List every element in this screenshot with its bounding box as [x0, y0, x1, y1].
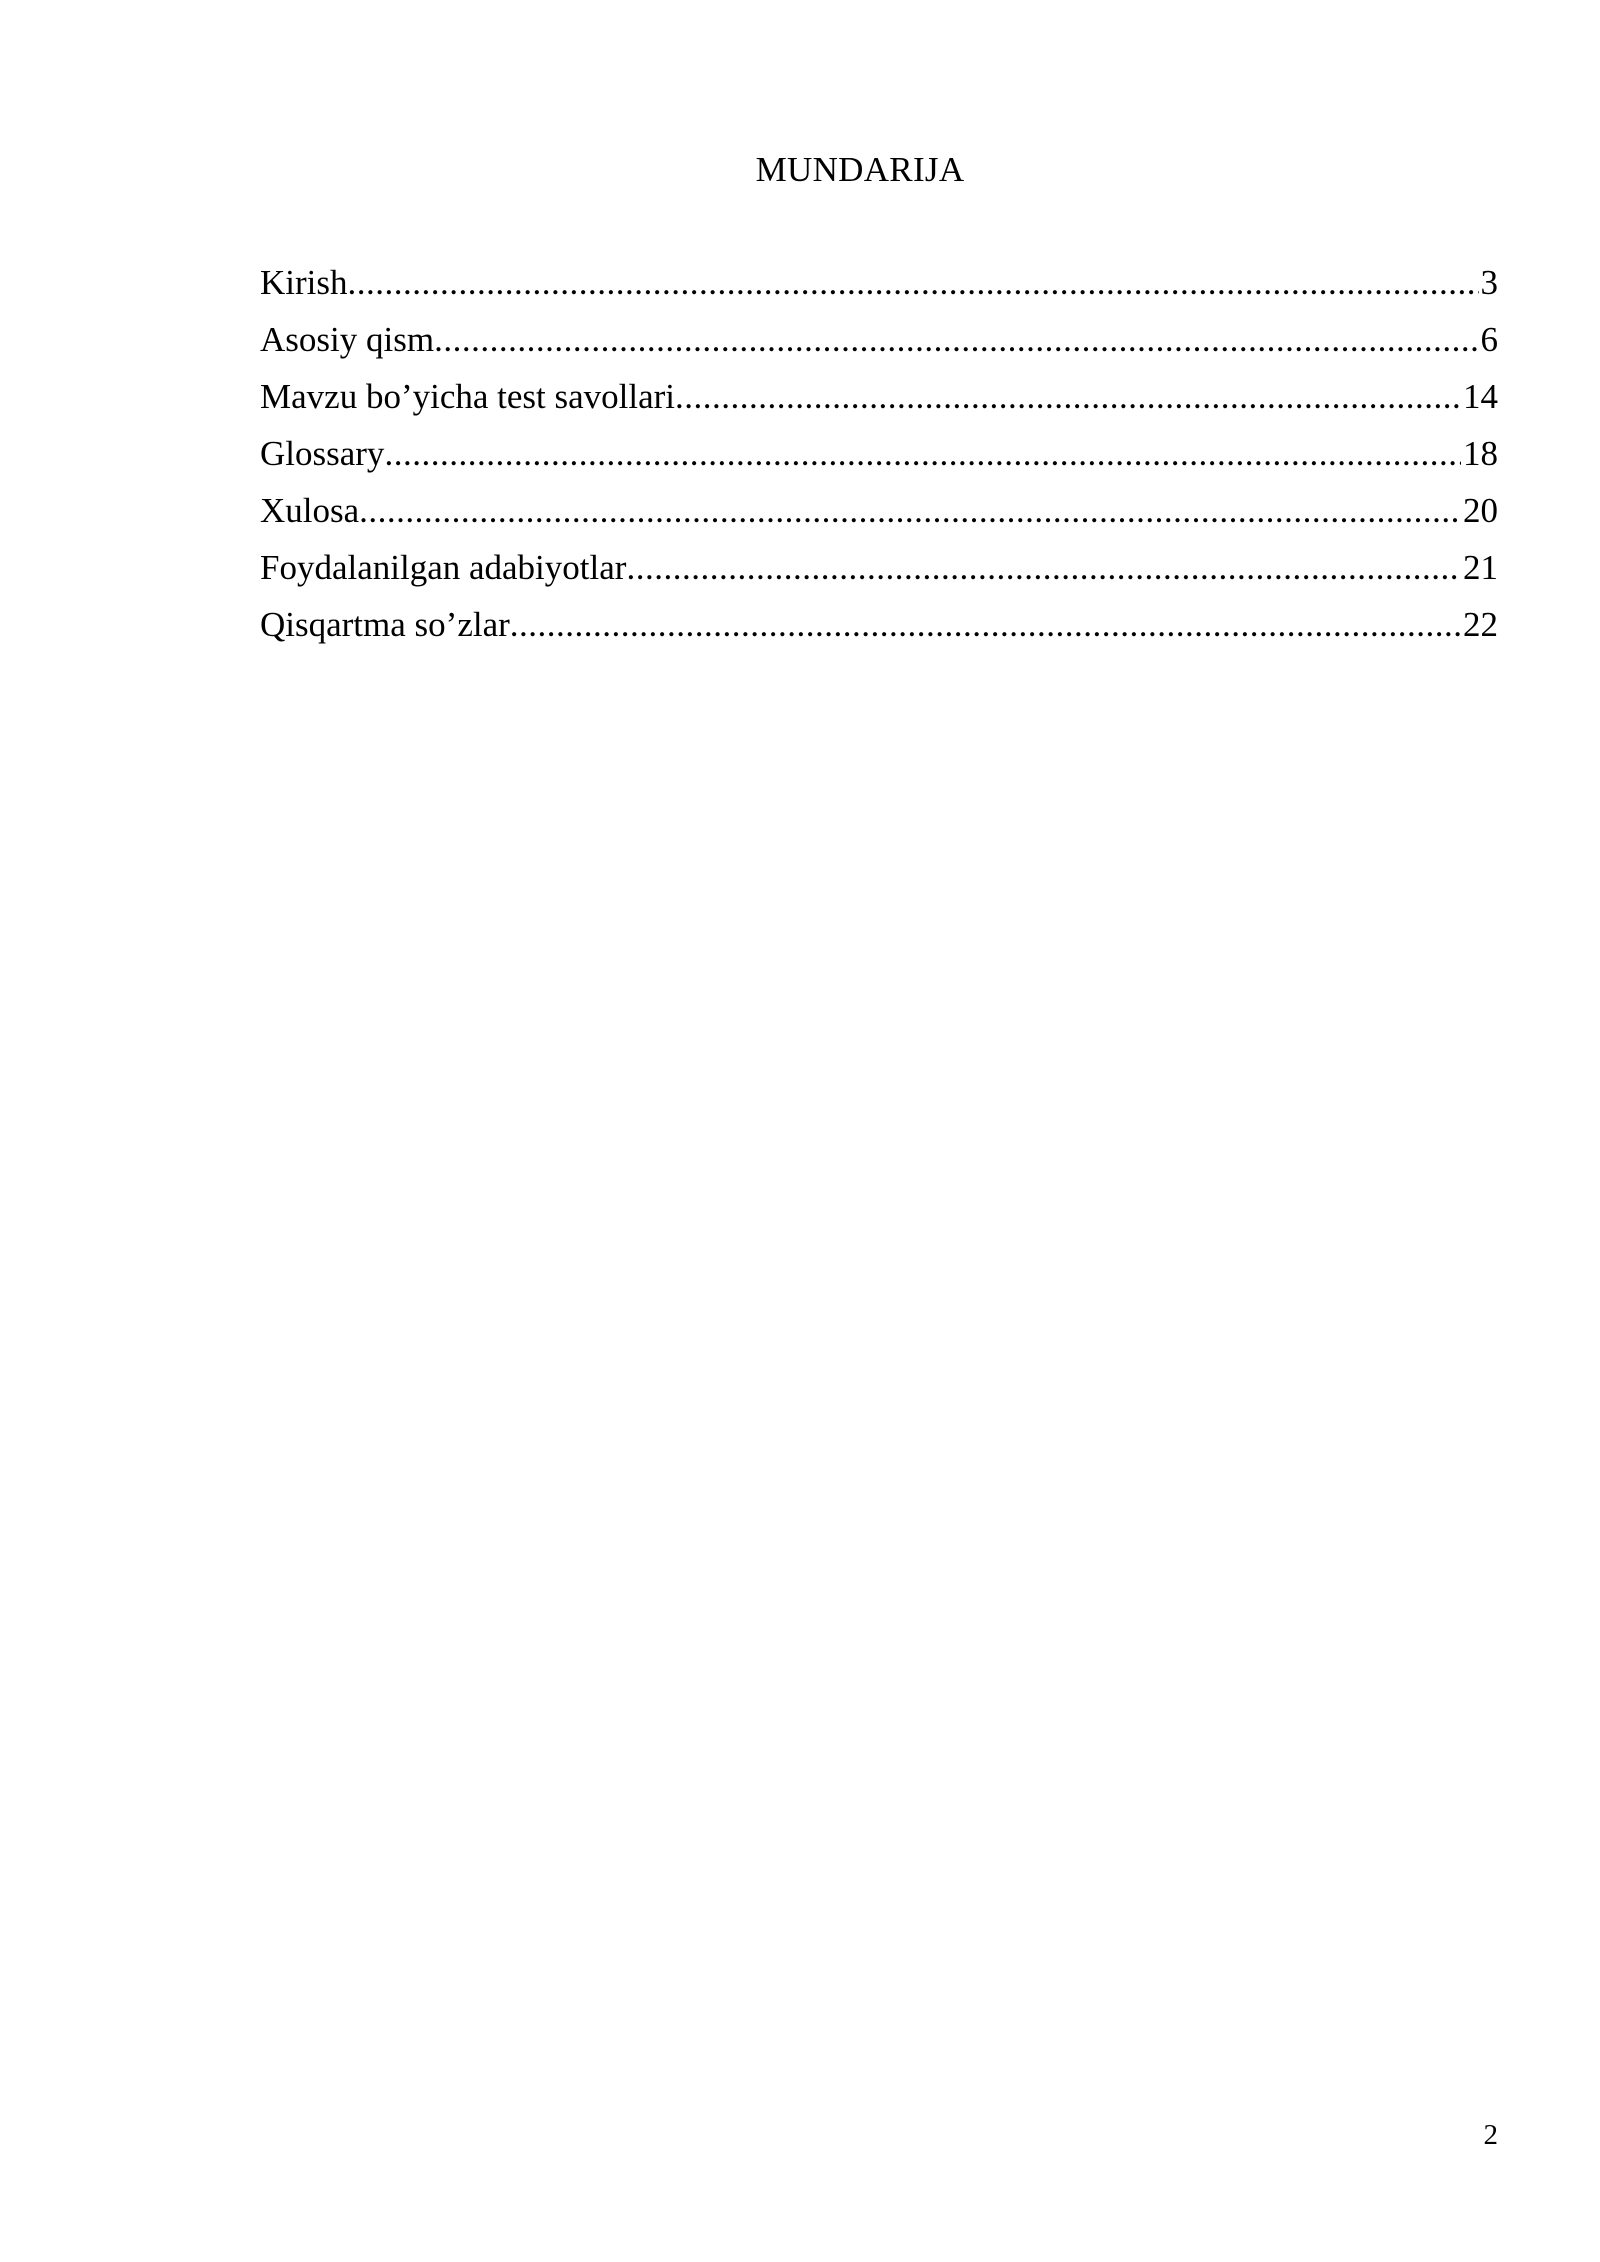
toc-entry-page: 22 [1463, 605, 1498, 644]
page-number: 2 [1483, 2119, 1498, 2151]
toc-entry-label: Foydalanilgan adabiyotlar [260, 548, 627, 587]
toc-entry-page: 21 [1463, 548, 1498, 587]
toc-entry-label: Kirish [260, 263, 348, 302]
toc-entry-xulosa[interactable] [260, 482, 1498, 539]
toc-entry-label: Asosiy qism [260, 320, 435, 359]
toc-entry-kirish[interactable] [260, 254, 1498, 311]
toc-entry-page: 14 [1463, 377, 1498, 416]
toc-dot-leader [675, 368, 1461, 425]
toc-entry-adabiyotlar[interactable] [260, 539, 1498, 596]
toc-entry-label: Qisqartma so’zlar [260, 605, 510, 644]
toc-entry-glossary[interactable] [260, 425, 1498, 482]
toc-dot-leader [384, 425, 1461, 482]
toc-entry-qisqartma-sozlar[interactable] [260, 596, 1498, 653]
toc-dot-leader [434, 311, 1478, 368]
toc-entry-label: Mavzu bo’yicha test savollari [260, 377, 676, 416]
toc-entry-label: Xulosa [260, 491, 360, 530]
table-of-contents [260, 254, 1498, 653]
toc-entry-test-savollari[interactable] [260, 368, 1498, 425]
toc-dot-leader [348, 254, 1479, 311]
toc-entry-page: 6 [1480, 320, 1498, 359]
toc-entry-page: 3 [1480, 263, 1498, 302]
toc-dot-leader [510, 596, 1461, 653]
page-title: MUNDARIJA [755, 150, 965, 189]
toc-entry-label: Glossary [260, 434, 385, 473]
toc-entry-page: 18 [1463, 434, 1498, 473]
toc-entry-asosiy-qism[interactable] [260, 311, 1498, 368]
toc-dot-leader [626, 539, 1461, 596]
toc-entry-page: 20 [1463, 491, 1498, 530]
toc-dot-leader [359, 482, 1461, 539]
